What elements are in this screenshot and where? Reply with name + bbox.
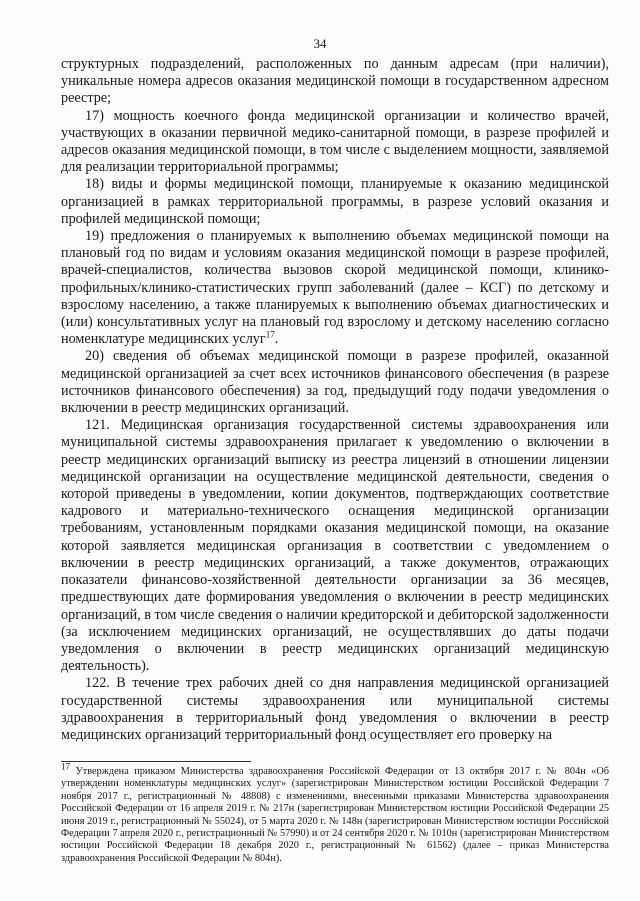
paragraph-item-19-text: 19) предложения о планируемых к выполнению объемах медицинской помощи на плановый год по видам и условиям оказания медицинской помощи в разрезе профилей, врачей-специалистов, количества вызовов скорой медицинской помощи, клинико-профильных/клинико-статистических групп заболеваний (далее – КСГ) по детскому и взрослому населению, а также планируемых к выполнению объемах диагностических и (или) консультативных услуг на плановый год взрослому и детскому населению согласно номенклатуре медицинских услуг [61,228,609,348]
paragraph-122: 122. В течение трех рабочих дней со дня направления медицинской организацией государственной системы здравоохранения или муниципальной системы здравоохранения в территориальный фонд уведомления о включении в реестр медицинских организаций территориальный фонд осуществляет его проверку на [61,675,609,743]
paragraph-item-17: 17) мощность коечного фонда медицинской организации и количество врачей, участвующих в оказании первичной медико-санитарной помощи, в разрезе профилей и адресов оказания медицинской помощи, в том числе с выделением мощности, заявляемой для реализации территориальной программы; [61,107,609,176]
paragraph-121: 121. Медицинская организация государственной системы здравоохранения или муниципальной системы здравоохранения прилагает к уведомлению о включении в реестр медицинских организаций выписку из реестра лицензий в отношении лицензии медицинской организации на осуществление медицинской деятельности, сведения о которой приведены в уведомлении, копии документов, подтверждающих соответствие кадрового и материально-технического оснащения медицинской организации требованиям, установленным порядками оказания медицинской помощи, на оказание которой заявляется медицинская организация в соответствии с уведомлением о включении в реестр медицинских организаций, а также документов, отражающих показатели финансово-хозяйственной деятельности организации за 36 месяцев, предшествующих дате формирования уведомления о включении в реестр медицинских организаций, в том числе сведения о наличии кредиторской и дебиторской задолженности (за исключением медицинских организаций, не осуществлявших до даты подачи уведомления о включении в реестр медицинских организаций медицинскую деятельность). [61,417,609,675]
footnote-ref-17[interactable]: 17 [265,329,275,340]
paragraph-item-19-end: . [274,331,279,348]
paragraph-continuation: структурных подразделений, расположенных по данным адресам (при наличии), уникальные номера адресов оказания медицинской помощи в государственном адресном реестре; [61,56,609,107]
footnotes [61,761,609,865]
footnote-text: Утверждена приказом Министерства здравоохранения Российской Федерации от 13 октября 2017 г. № 804н «Об утверждении номенклатуры медицинских услуг» (зарегистрирован Министерством юстиции Российской Федерации 7 ноября 2017 г., регистрационный № 48808) с изменениями, внесенными приказами Министерства здравоохранения Российской Федерации от 16 апреля 2019 г. № 217н (зарегистрирован Министерством юстиции Российской Федерации 25 июня 2019 г., регистрационный № 55024), от 5 марта 2020 г. № 148н (зарегистрирован Министерством юстиции Российской Федерации 7 апреля 2020 г., регистрационный № 57990) и от 24 сентября 2020 г. № 1010н (зарегистрирован Министерством юстиции Российской Федерации 18 декабря 2020 г., регистрационный № 61562) (далее – приказ Министерства здравоохранения Российской Федерации № 804н). [61,766,609,864]
page-number: 34 [313,36,327,51]
paragraph-item-20: 20) сведения об объемах медицинской помощи в разрезе профилей, оказанной медицинской организацией за счет всех источников финансового обеспечения (в разрезе источников финансового обеспечения) за год, предыдущий году подачи уведомления о включении в реестр медицинских организаций. [61,348,609,417]
paragraph-item-18: 18) виды и формы медицинской помощи, планируемые к оказанию медицинской организацией в рамках территориальной программы, в разрезе условий оказания и профилей медицинской помощи; [61,176,609,227]
footnote-17 [61,761,609,865]
body-text [61,56,609,744]
footnote-marker: 17 [61,761,70,772]
paragraph-item-19 [61,228,609,348]
footnote-divider [61,761,251,762]
